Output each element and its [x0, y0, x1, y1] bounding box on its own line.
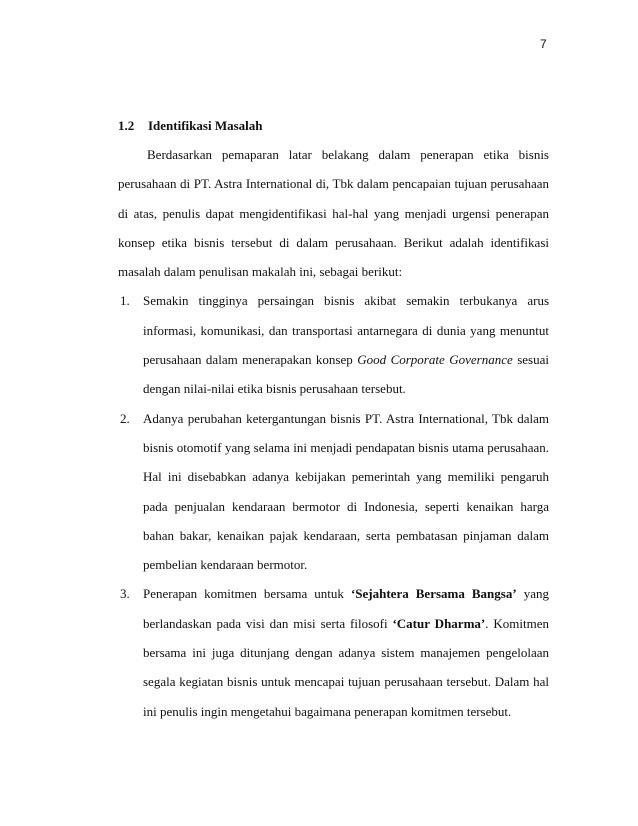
- list-item: [118, 404, 549, 580]
- page-number: 7: [540, 37, 547, 51]
- italic-term: Good Corporate Governance: [357, 352, 513, 368]
- list-marker: 2.: [120, 410, 130, 426]
- section-title: Identifikasi Masalah: [148, 118, 263, 133]
- list-item: [118, 579, 549, 725]
- section-number: 1.2: [118, 118, 135, 133]
- list-item: [118, 286, 549, 403]
- list-marker: 1.: [120, 293, 130, 309]
- section-heading: [118, 118, 263, 134]
- item-text: Semakin tingginya persaingan bisnis akibat semakin terbukanya arus informasi, komunikasi, dan transportasi antarnegara di dunia yang menuntut perusahaan dalam menerapakan konsep: [143, 293, 549, 368]
- bold-quote: ‘Sejahtera Bersama Bangsa’: [350, 586, 517, 602]
- problem-list: [118, 286, 549, 725]
- item-text: sesuai dengan nilai-nilai etika bisnis perusahaan tersebut.: [143, 352, 549, 397]
- list-marker: 3.: [120, 586, 130, 602]
- body-text: [118, 140, 549, 726]
- item-text: . Komitmen bersama ini juga ditunjang dengan adanya sistem manajemen pengelolaan segala kegiatan bisnis untuk mencapai tujuan perusahaan tersebut. Dalam hal ini penulis ingin mengetahui bagaimana penerapan komitmen tersebut.: [143, 615, 549, 719]
- item-text: Penerapan komitmen bersama untuk: [143, 586, 351, 602]
- item-text: Adanya perubahan ketergantungan bisnis PT. Astra International, Tbk dalam bisnis otomotif yang selama ini menjadi pendapatan bisnis utama perusahaan. Hal ini disebabkan adanya kebijakan pemerintah yang memiliki pengaruh pada penjualan kendaraan bermotor di Indonesia, seperti kenaikan harga bahan bakar, kenaikan pajak kendaraan, serta pembatasan pinjaman dalam pembelian kendaraan bermotor.: [143, 410, 549, 573]
- bold-quote: ‘Catur Dharma’: [392, 615, 486, 631]
- intro-paragraph: Berdasarkan pemaparan latar belakang dalam penerapan etika bisnis perusahaan di PT. Astra International di, Tbk dalam pencapaian tujuan perusahaan di atas, penulis dapat mengidentifikasi hal-hal yang menjadi urgensi penerapan konsep etika bisnis tersebut di dalam perusahaan. Berikut adalah identifikasi masalah dalam penulisan makalah ini, sebagai berikut:: [118, 147, 549, 280]
- item-text: yang berlandaskan pada visi dan misi serta filosofi: [143, 586, 549, 631]
